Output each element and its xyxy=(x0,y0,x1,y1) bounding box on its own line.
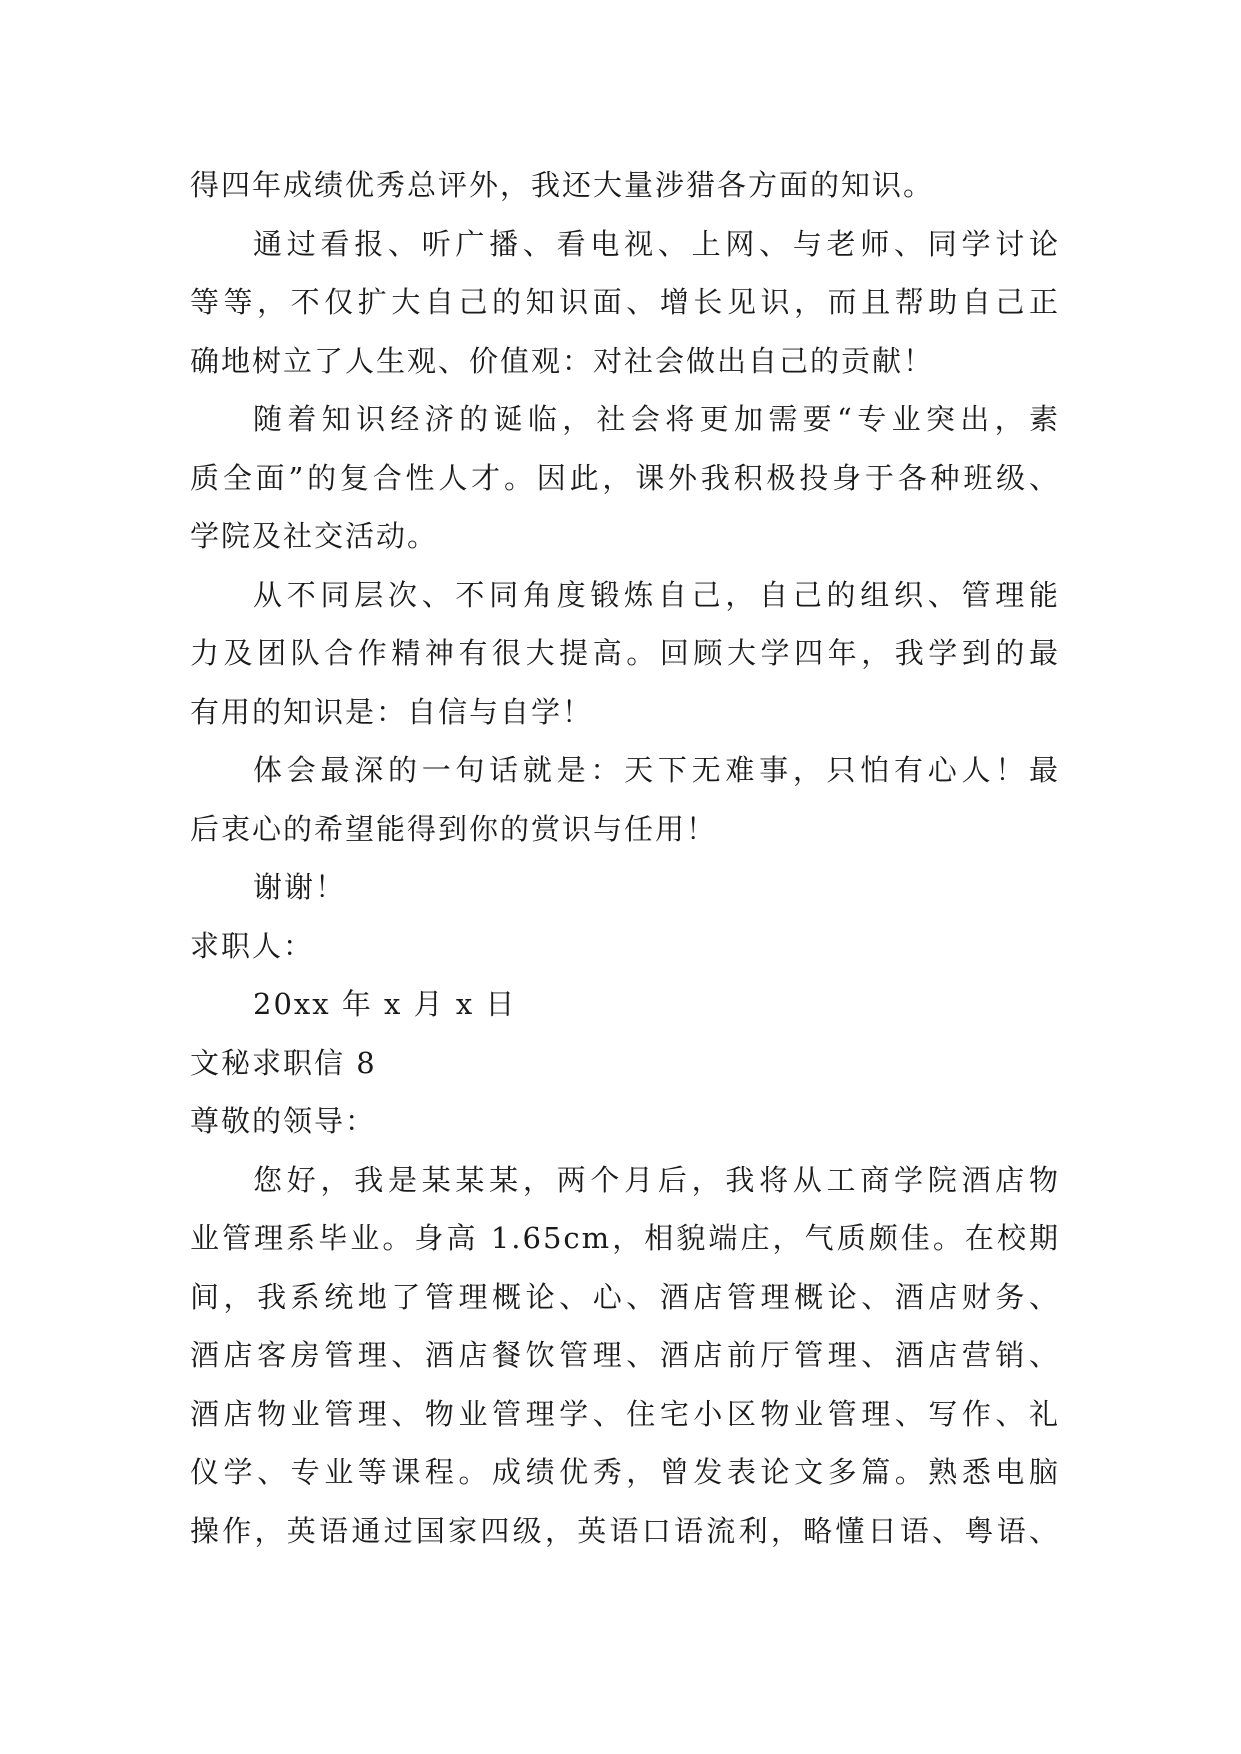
text-line: 文秘求职信 8 xyxy=(190,1045,377,1080)
text-line: 后衷心的希望能得到你的赏识与任用！ xyxy=(190,811,718,846)
text-line: 谢谢！ xyxy=(253,870,347,904)
text-line: 通过看报、听广播、看电视、上网、与老师、同学讨论 xyxy=(253,226,1060,261)
text-line: 确地树立了人生观、价值观：对社会做出自己的贡献！ xyxy=(190,343,935,378)
text-line: 从不同层次、不同角度锻炼自己，自己的组织、管理能 xyxy=(253,577,1060,612)
document-body xyxy=(190,156,1060,1560)
text-line: 业管理系毕业。身高 1.65cm，相貌端庄，气质颇佳。在校期 xyxy=(190,1221,1060,1255)
text-line: 随着知识经济的诞临，社会将更加需要“专业突出，素 xyxy=(253,402,1060,436)
text-line: 20xx 年 x 月 x 日 xyxy=(253,987,517,1021)
text-line: 求职人： xyxy=(190,928,315,963)
text-line: 酒店客房管理、酒店餐饮管理、酒店前厅管理、酒店营销、 xyxy=(190,1338,1060,1372)
text-line: 间，我系统地了管理概论、心、酒店管理概论、酒店财务、 xyxy=(190,1279,1060,1314)
text-line: 质全面”的复合性人才。因此，课外我积极投身于各种班级、 xyxy=(190,460,1060,495)
text-line: 酒店物业管理、物业管理学、住宅小区物业管理、写作、礼 xyxy=(190,1396,1060,1431)
text-line: 操作，英语通过国家四级，英语口语流利，略懂日语、粤语、 xyxy=(190,1513,1060,1548)
text-line: 您好，我是某某某，两个月后，我将从工商学院酒店物 xyxy=(253,1162,1060,1197)
text-line: 等等，不仅扩大自己的知识面、增长见识，而且帮助自己正 xyxy=(190,285,1060,319)
text-line: 学院及社交活动。 xyxy=(190,519,439,553)
text-line: 尊敬的领导： xyxy=(190,1104,377,1138)
text-line: 仪学、专业等课程。成绩优秀，曾发表论文多篇。熟悉电脑 xyxy=(190,1455,1060,1489)
text-line: 体会最深的一句话就是：天下无难事，只怕有心人！最 xyxy=(253,753,1060,787)
text-line: 有用的知识是：自信与自学！ xyxy=(190,694,594,729)
text-line: 得四年成绩优秀总评外，我还大量涉猎各方面的知识。 xyxy=(190,168,935,202)
text-line: 力及团队合作精神有很大提高。回顾大学四年，我学到的最 xyxy=(190,636,1060,670)
